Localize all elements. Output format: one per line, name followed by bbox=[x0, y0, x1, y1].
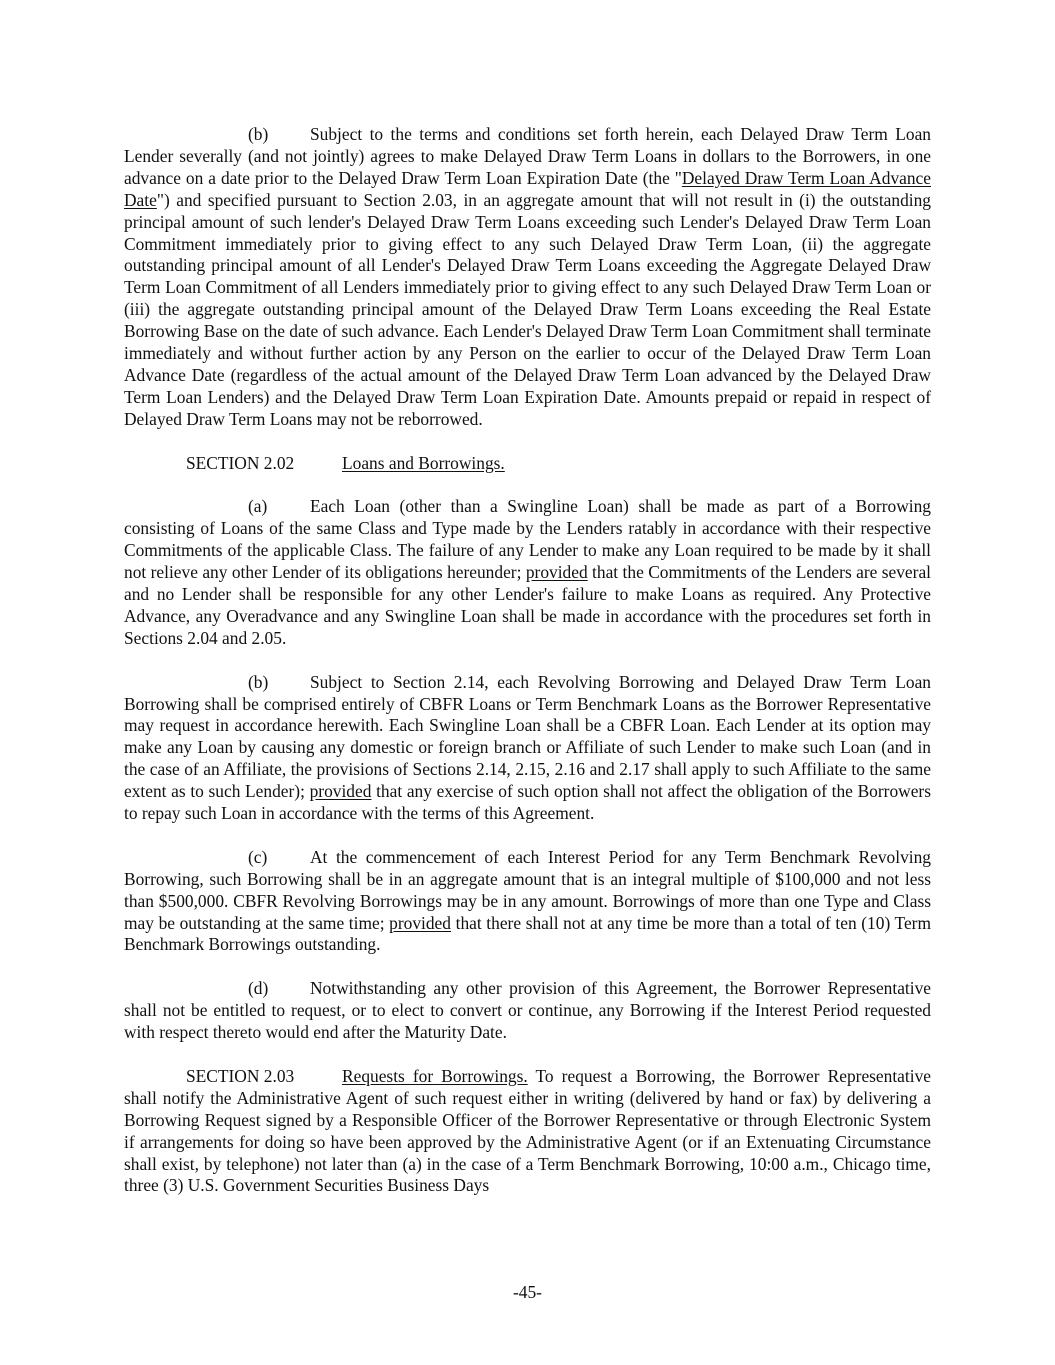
paragraph-text: At the commencement of each Interest Period for any Term Benchmark Revolving Borrowing, such Borrowing shall be in an aggregate amount that is an integral multiple of $100,000 and not less than $500,000. CBFR Revolving Borrowings may be in any amount. Borrowings of more than one Type and Class may be outstanding at the same time; bbox=[124, 846, 931, 933]
paragraph-text: ") and specified pursuant to Section 2.03, in an aggregate amount that will not result in (i) the outstanding principal amount of such lender's Delayed Draw Term Loans exceeding such Lender's Delayed Draw Term Loan Commitment immediately prior to giving effect to any such Delayed Draw Term Loan, (ii) the aggregate outstanding principal amount of all Lender's Delayed Draw Term Loans exceeding the Aggregate Delayed Draw Term Loan Commitment of all Lenders immediately prior to giving effect to any such Delayed Draw Term Loan or (iii) the aggregate outstanding principal amount of the Delayed Draw Term Loans exceeding the Real Estate Borrowing Base on the date of such advance. Each Lender's Delayed Draw Term Loan Commitment shall terminate immediately and without further action by any Person on the earlier to occur of the Delayed Draw Term Loan Advance Date (regardless of the actual amount of the Delayed Draw Term Loan advanced by the Delayed Draw Term Loan Lenders) and the Delayed Draw Term Loan Expiration Date. Amounts prepaid or repaid in respect of Delayed Draw Term Loans may not be reborrowed. bbox=[124, 189, 931, 429]
paragraph-b-borrowings bbox=[124, 672, 931, 825]
paragraph-label: (b) bbox=[248, 124, 269, 144]
section-title: Requests for Borrowings. bbox=[342, 1065, 528, 1086]
document-page bbox=[124, 124, 931, 1197]
paragraph-d-maturity bbox=[124, 978, 931, 1044]
paragraph-label: (c) bbox=[248, 846, 268, 867]
provided-term: provided bbox=[525, 562, 588, 583]
paragraph-label: (b) bbox=[248, 671, 269, 692]
provided-term: provided bbox=[309, 781, 372, 802]
paragraph-text: Notwithstanding any other provision of this Agreement, the Borrower Representative shall not be entitled to request, or to elect to convert or continue, any Borrowing if the Interest Period requested with respect thereto would end after the Maturity Date. bbox=[124, 978, 931, 1043]
paragraph-text: that there shall not at any time be more than a total of ten (10) Term Benchmark Borrowings outstanding. bbox=[124, 912, 931, 955]
section-number: SECTION 2.03 bbox=[186, 1065, 295, 1086]
page-number: -45- bbox=[513, 1282, 542, 1302]
paragraph-text: that any exercise of such option shall not affect the obligation of the Borrowers to repay such Loan in accordance with the terms of this Agreement. bbox=[124, 781, 931, 824]
paragraph-text: that the Commitments of the Lenders are several and no Lender shall be responsible for any other Lender's failure to make Loans as required. Any Protective Advance, any Overadvance and any Swingline Loan shall be made in accordance with the procedures set forth in Sections 2.04 and 2.05. bbox=[124, 562, 931, 648]
paragraph-text: Subject to the terms and conditions set forth herein, each Delayed Draw Term Loan Lender severally (and not jointly) agrees to make Delayed Draw Term Loans in dollars to the Borrowers, in one advance on a date prior to the Delayed Draw Term Loan Expiration Date (the " bbox=[124, 124, 931, 188]
provided-term: provided bbox=[389, 912, 451, 933]
section-heading-2-02 bbox=[124, 453, 931, 475]
paragraph-a-loans bbox=[124, 496, 931, 649]
section-title: Loans and Borrowings. bbox=[342, 452, 505, 473]
paragraph-label: (d) bbox=[248, 978, 269, 999]
section-number: SECTION 2.02 bbox=[186, 452, 295, 473]
defined-term: Delayed Draw Term Loan Advance Date bbox=[124, 167, 931, 210]
paragraph-b-delayed-draw bbox=[124, 124, 931, 431]
section-2-03-requests bbox=[124, 1066, 931, 1197]
paragraph-text: To request a Borrowing, the Borrower Representative shall notify the Administrative Agent of such request either in writing (delivered by hand or fax) by delivering a Borrowing Request signed by a Responsible Officer of the Borrower Representative or through Electronic System if arrangements for doing so have been approved by the Administrative Agent (or if an Extenuating Circumstance shall exist, by telephone) not later than (a) in the case of a Term Benchmark Borrowing, 10:00 a.m., Chicago time, three (3) U.S. Government Securities Business Days bbox=[124, 1065, 931, 1196]
paragraph-label: (a) bbox=[248, 496, 268, 517]
paragraph-text: Subject to Section 2.14, each Revolving Borrowing and Delayed Draw Term Loan Borrowing shall be comprised entirely of CBFR Loans or Term Benchmark Loans as the Borrower Representative may request in accordance herewith. Each Swingline Loan shall be a CBFR Loan. Each Lender at its option may make any Loan by causing any domestic or foreign branch or Affiliate of such Lender to make such Loan (and in the case of an Affiliate, the provisions of Sections 2.14, 2.15, 2.16 and 2.17 shall apply to such Affiliate to the same extent as to such Lender); bbox=[124, 671, 931, 802]
paragraph-c-interest-period bbox=[124, 847, 931, 957]
paragraph-text: Each Loan (other than a Swingline Loan) shall be made as part of a Borrowing consisting of Loans of the same Class and Type made by the Lenders ratably in accordance with their respective Commitments of the applicable Class. The failure of any Lender to make any Loan required to be made by it shall not relieve any other Lender of its obligations hereunder; bbox=[124, 496, 931, 583]
